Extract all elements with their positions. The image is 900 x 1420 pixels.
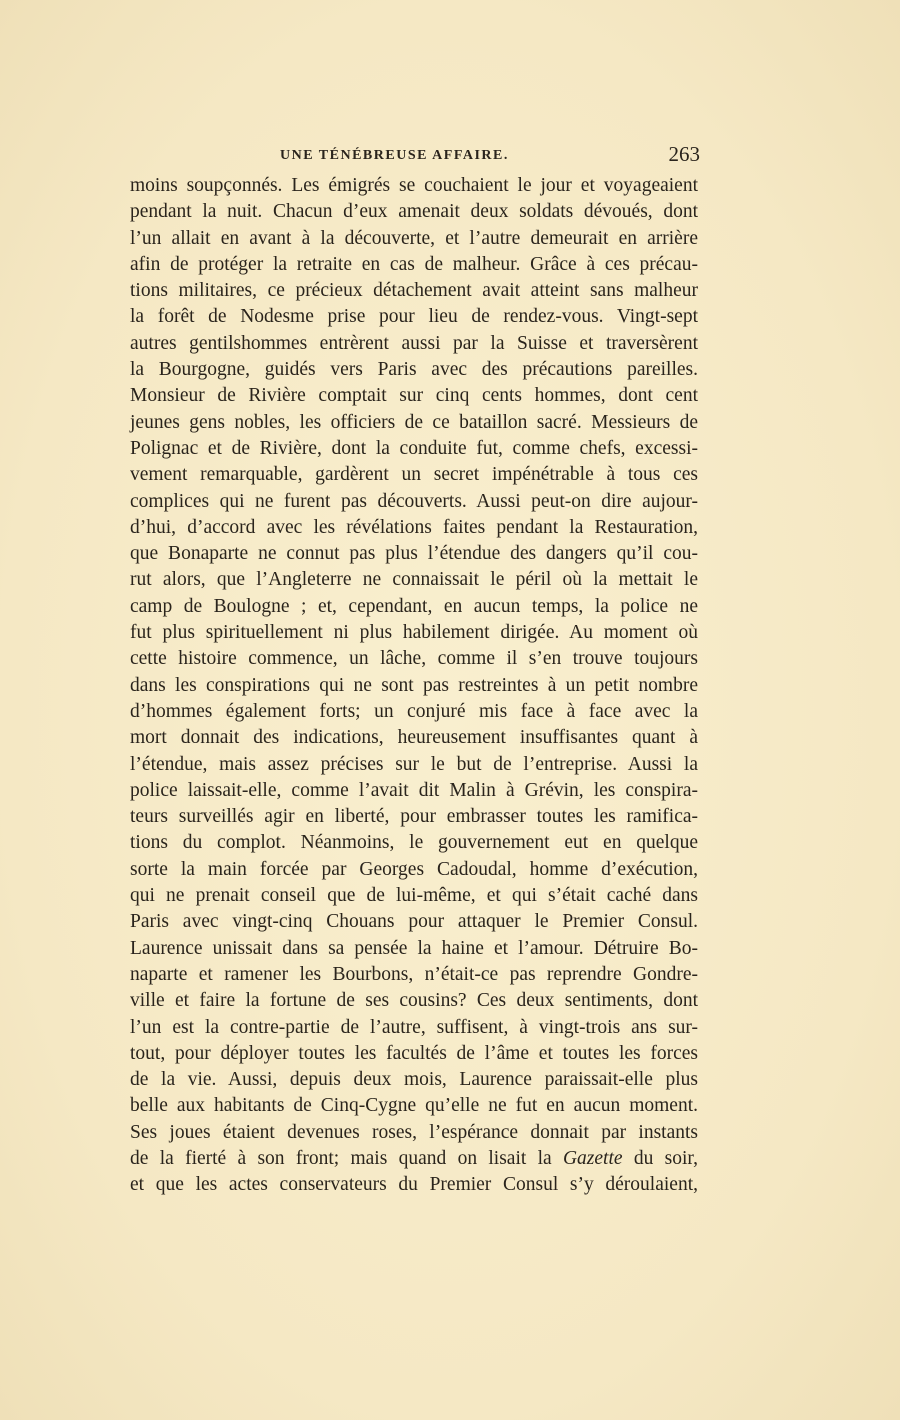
page-number: 263 bbox=[668, 142, 700, 166]
text-line: ville et faire la fortune de ses cousins? Ces deux sentiments, dont bbox=[130, 990, 698, 1012]
text-line: que Bonaparte ne connut pas plus l’étendue des dangers qu’il cou- bbox=[130, 543, 698, 565]
body-text bbox=[130, 173, 698, 1199]
text-line: police laissait-elle, comme l’avait dit Malin à Grévin, les conspira- bbox=[130, 779, 698, 801]
text-line: tout, pour déployer toutes les facultés de l’âme et toutes les forces bbox=[130, 1042, 698, 1064]
text-segment: du soir, bbox=[622, 1147, 698, 1169]
text-line: et que les actes conservateurs du Premier Consul s’y déroulaient, bbox=[130, 1174, 698, 1196]
text-line: l’étendue, mais assez précises sur le but de l’entreprise. Aussi la bbox=[130, 753, 698, 775]
text-line: Laurence unissait dans sa pensée la haine et l’amour. Détruire Bo- bbox=[130, 937, 698, 959]
text-line: qui ne prenait conseil que de lui-même, et qui s’était caché dans bbox=[130, 885, 698, 907]
text-line bbox=[130, 1146, 698, 1172]
text-line: autres gentilshommes entrèrent aussi par la Suisse et traversèrent bbox=[130, 332, 698, 354]
text-line: dans les conspirations qui ne sont pas restreintes à un petit nombre bbox=[130, 674, 698, 696]
text-line: Paris avec vingt-cinq Chouans pour attaquer le Premier Consul. bbox=[130, 911, 698, 933]
text-segment: de la fierté à son front; mais quand on lisait la bbox=[130, 1147, 563, 1169]
text-line: rut alors, que l’Angleterre ne connaissait le péril où la mettait le bbox=[130, 569, 698, 591]
text-line: Ses joues étaient devenues roses, l’espérance donnait par instants bbox=[130, 1121, 698, 1143]
newspaper-title: Gazette bbox=[562, 1147, 623, 1169]
text-line: tions militaires, ce précieux détachement avait atteint sans malheur bbox=[130, 280, 698, 302]
text-line: belle aux habitants de Cinq-Cygne qu’elle ne fut en aucun moment. bbox=[130, 1095, 698, 1117]
text-line: tions du complot. Néanmoins, le gouvernement eut en quelque bbox=[130, 832, 698, 854]
text-line: l’un allait en avant à la découverte, et l’autre demeurait en arrière bbox=[130, 227, 698, 249]
text-line: la Bourgogne, guidés vers Paris avec des précautions pareilles. bbox=[130, 359, 698, 381]
text-line: Monsieur de Rivière comptait sur cinq cents hommes, dont cent bbox=[130, 385, 698, 407]
text-line: complices qui ne furent pas découverts. Aussi peut-on dire aujour- bbox=[130, 490, 698, 512]
running-title: UNE TÉNÉBREUSE AFFAIRE. bbox=[280, 148, 509, 163]
text-line: vement remarquable, gardèrent un secret impénétrable à tous ces bbox=[130, 464, 698, 486]
text-line: de la vie. Aussi, depuis deux mois, Laurence paraissait-elle plus bbox=[130, 1069, 698, 1091]
text-line: d’hui, d’accord avec les révélations faites pendant la Restauration, bbox=[130, 516, 698, 538]
text-line: mort donnait des indications, heureusement insuffisantes quant à bbox=[130, 727, 698, 749]
text-line: moins soupçonnés. Les émigrés se couchaient le jour et voyageaient bbox=[130, 175, 698, 196]
text-line: d’hommes également forts; un conjuré mis face à face avec la bbox=[130, 700, 698, 722]
text-line: l’un est la contre-partie de l’autre, suffisent, à vingt-trois ans sur- bbox=[130, 1016, 698, 1038]
text-line: naparte et ramener les Bourbons, n’était-ce pas reprendre Gondre- bbox=[130, 963, 698, 985]
text-line: Polignac et de Rivière, dont la conduite fut, comme chefs, excessi- bbox=[130, 437, 698, 459]
page-header bbox=[130, 142, 700, 168]
text-line: teurs surveillés agir en liberté, pour embrasser toutes les ramifica- bbox=[130, 806, 698, 828]
text-line: pendant la nuit. Chacun d’eux amenait deux soldats dévoués, dont bbox=[130, 201, 698, 223]
text-line: cette histoire commence, un lâche, comme il s’en trouve toujours bbox=[130, 648, 698, 670]
text-line: sorte la main forcée par Georges Cadoudal, homme d’exécution, bbox=[130, 858, 698, 880]
text-line: fut plus spirituellement ni plus habilement dirigée. Au moment où bbox=[130, 622, 698, 644]
text-line: camp de Boulogne ; et, cependant, en aucun temps, la police ne bbox=[130, 595, 698, 617]
text-line: afin de protéger la retraite en cas de malheur. Grâce à ces précau- bbox=[130, 253, 698, 275]
text-line: la forêt de Nodesme prise pour lieu de rendez-vous. Vingt-sept bbox=[130, 306, 698, 328]
text-line: jeunes gens nobles, les officiers de ce bataillon sacré. Messieurs de bbox=[130, 411, 698, 433]
